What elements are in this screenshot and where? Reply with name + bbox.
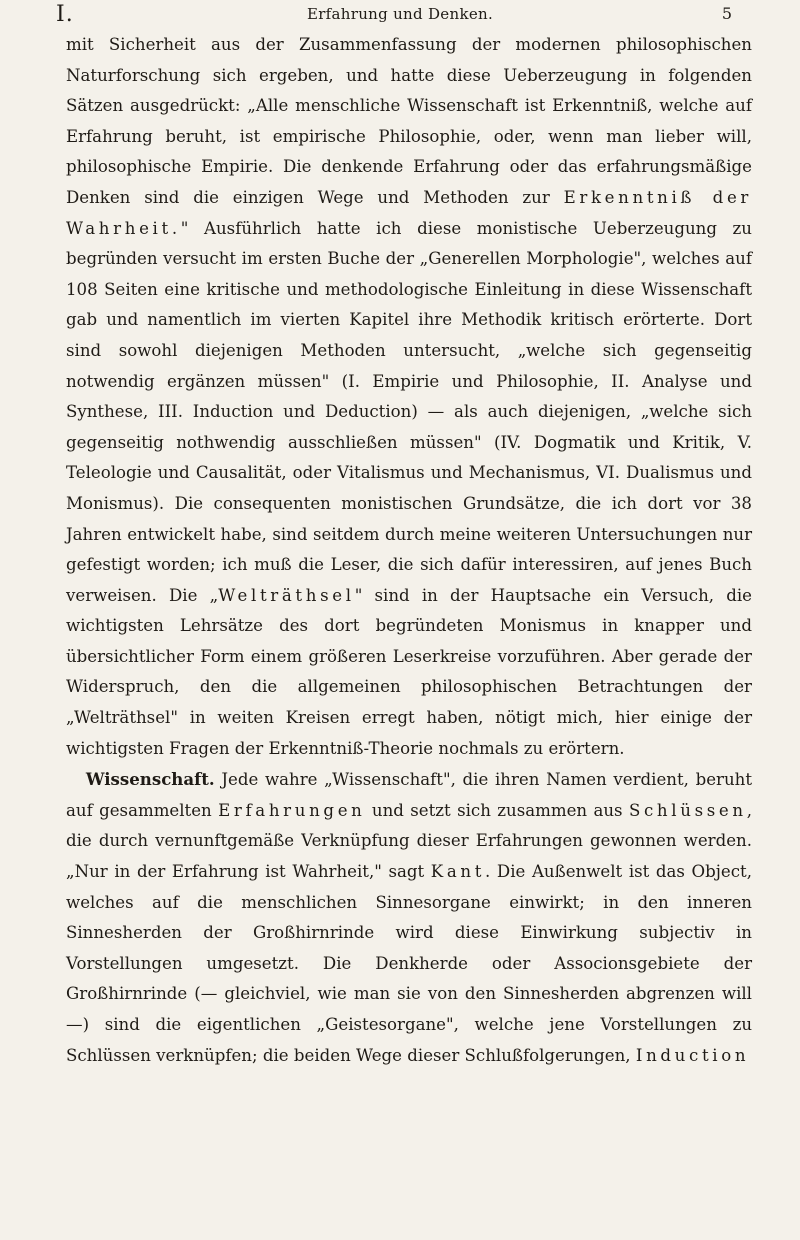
text-run: mit Sicherheit aus der Zusammenfassung der modernen philosophischen Naturforschung sich ergeben, und hatte diese Ueberzeugung in folgenden Sätzen ausgedrückt: „Alle menschliche Wissenschaft ist Erkenntniß, welche auf Erfahrung beruht, ist empirische Philosophie, oder, wenn man lieber will, philosophische Empirie. Die denkende Erfahrung oder das erfahrungsmäßige Denken sind die einzigen Wege und Methoden zur — [66, 35, 752, 207]
text-run: Jede wahre „Wissenschaft", die ihren Namen verdient, beruht auf gesammelten — [66, 770, 752, 820]
spaced-emphasis: Induction — [635, 1045, 750, 1065]
spaced-emphasis: Kant — [430, 862, 486, 882]
text-run: . Die Außenwelt ist das Object, welches auf die menschlichen Sinnesorgane einwirkt; in den inneren Sinnesherden der Großhirnrinde wird diese Einwirkung subjectiv in Vorstellungen umgesetzt. Die Denkherde oder Associonsgebiete der Großhirnrinde (— gleichviel, wie man sie von den Sinnesherden abgrenzen will —) sind die eigentlichen „Geistesorgane", welche jene Vorstellungen zu Schlüssen verknüpfen; die beiden Wege dieser Schlußfolgerungen, — [66, 862, 752, 1065]
spaced-emphasis: Welträthsel — [218, 585, 355, 605]
section-run-in-heading: Wissenschaft. — [85, 769, 215, 790]
text-run: " Ausführlich hatte ich diese monistische Ueberzeugung zu begründen versucht im ersten Buche der „Generellen Morphologie", welches auf 108 Seiten eine kritische und methodologische Einleitung in diese Wissenschaft gab und namentlich im vierten Kapitel ihre Methodik kritisch erörterte. Dort sind sowohl diejenigen Methoden untersucht, „welche sich gegenseitig notwendig ergänzen müssen" (I. Empirie und Philosophie, II. Analyse und Synthese, III. Induction und Deduction) — als auch diejenigen, „welche sich gegenseitig nothwendig ausschließen müssen" (IV. Dogmatik und Kritik, V. Teleologie und Causalität, oder Vitalismus und Mechanismus, VI. Dualismus und Monismus). Die consequenten monistischen Grundsätze, die ich dort vor 38 Jahren entwickelt habe, sind seitdem durch meine weiteren Untersuchungen nur gefestigt worden; ich muß die Leser, die sich dafür interessiren, auf jenes Buch verweisen. Die „ — [66, 218, 752, 605]
spaced-emphasis: Erkenntniß der Wahrheit. — [66, 187, 752, 238]
running-title: Erfahrung und Denken. — [306, 5, 494, 23]
spaced-emphasis: Erfahrungen — [218, 800, 366, 820]
page-number: 5 — [721, 4, 732, 23]
body-text — [66, 30, 752, 1071]
paragraph-2 — [66, 764, 752, 1071]
chapter-number: I. — [56, 2, 74, 27]
text-run: , die durch vernunftgemäße Verknüpfung dieser Erfahrungen gewonnen werden. „Nur in der Erfahrung ist Wahrheit," sagt — [66, 800, 752, 882]
text-run: und setzt sich zusammen aus — [365, 800, 629, 820]
spaced-emphasis: Schlüssen — [628, 800, 747, 820]
paragraph-1 — [66, 30, 752, 764]
text-run: " sind in der Hauptsache ein Versuch, die wichtigsten Lehrsätze des dort begründeten Monismus in knapper und übersichtlicher Form einem größeren Leserkreise vorzuführen. Aber gerade der Widerspruch, den die allgemeinen philosophischen Betrachtungen der „Welträthsel" in weiten Kreisen erregt haben, nötigt mich, hier einige der wichtigsten Fragen der Erkenntniß-Theorie nochmals zu erörtern. — [66, 585, 752, 758]
